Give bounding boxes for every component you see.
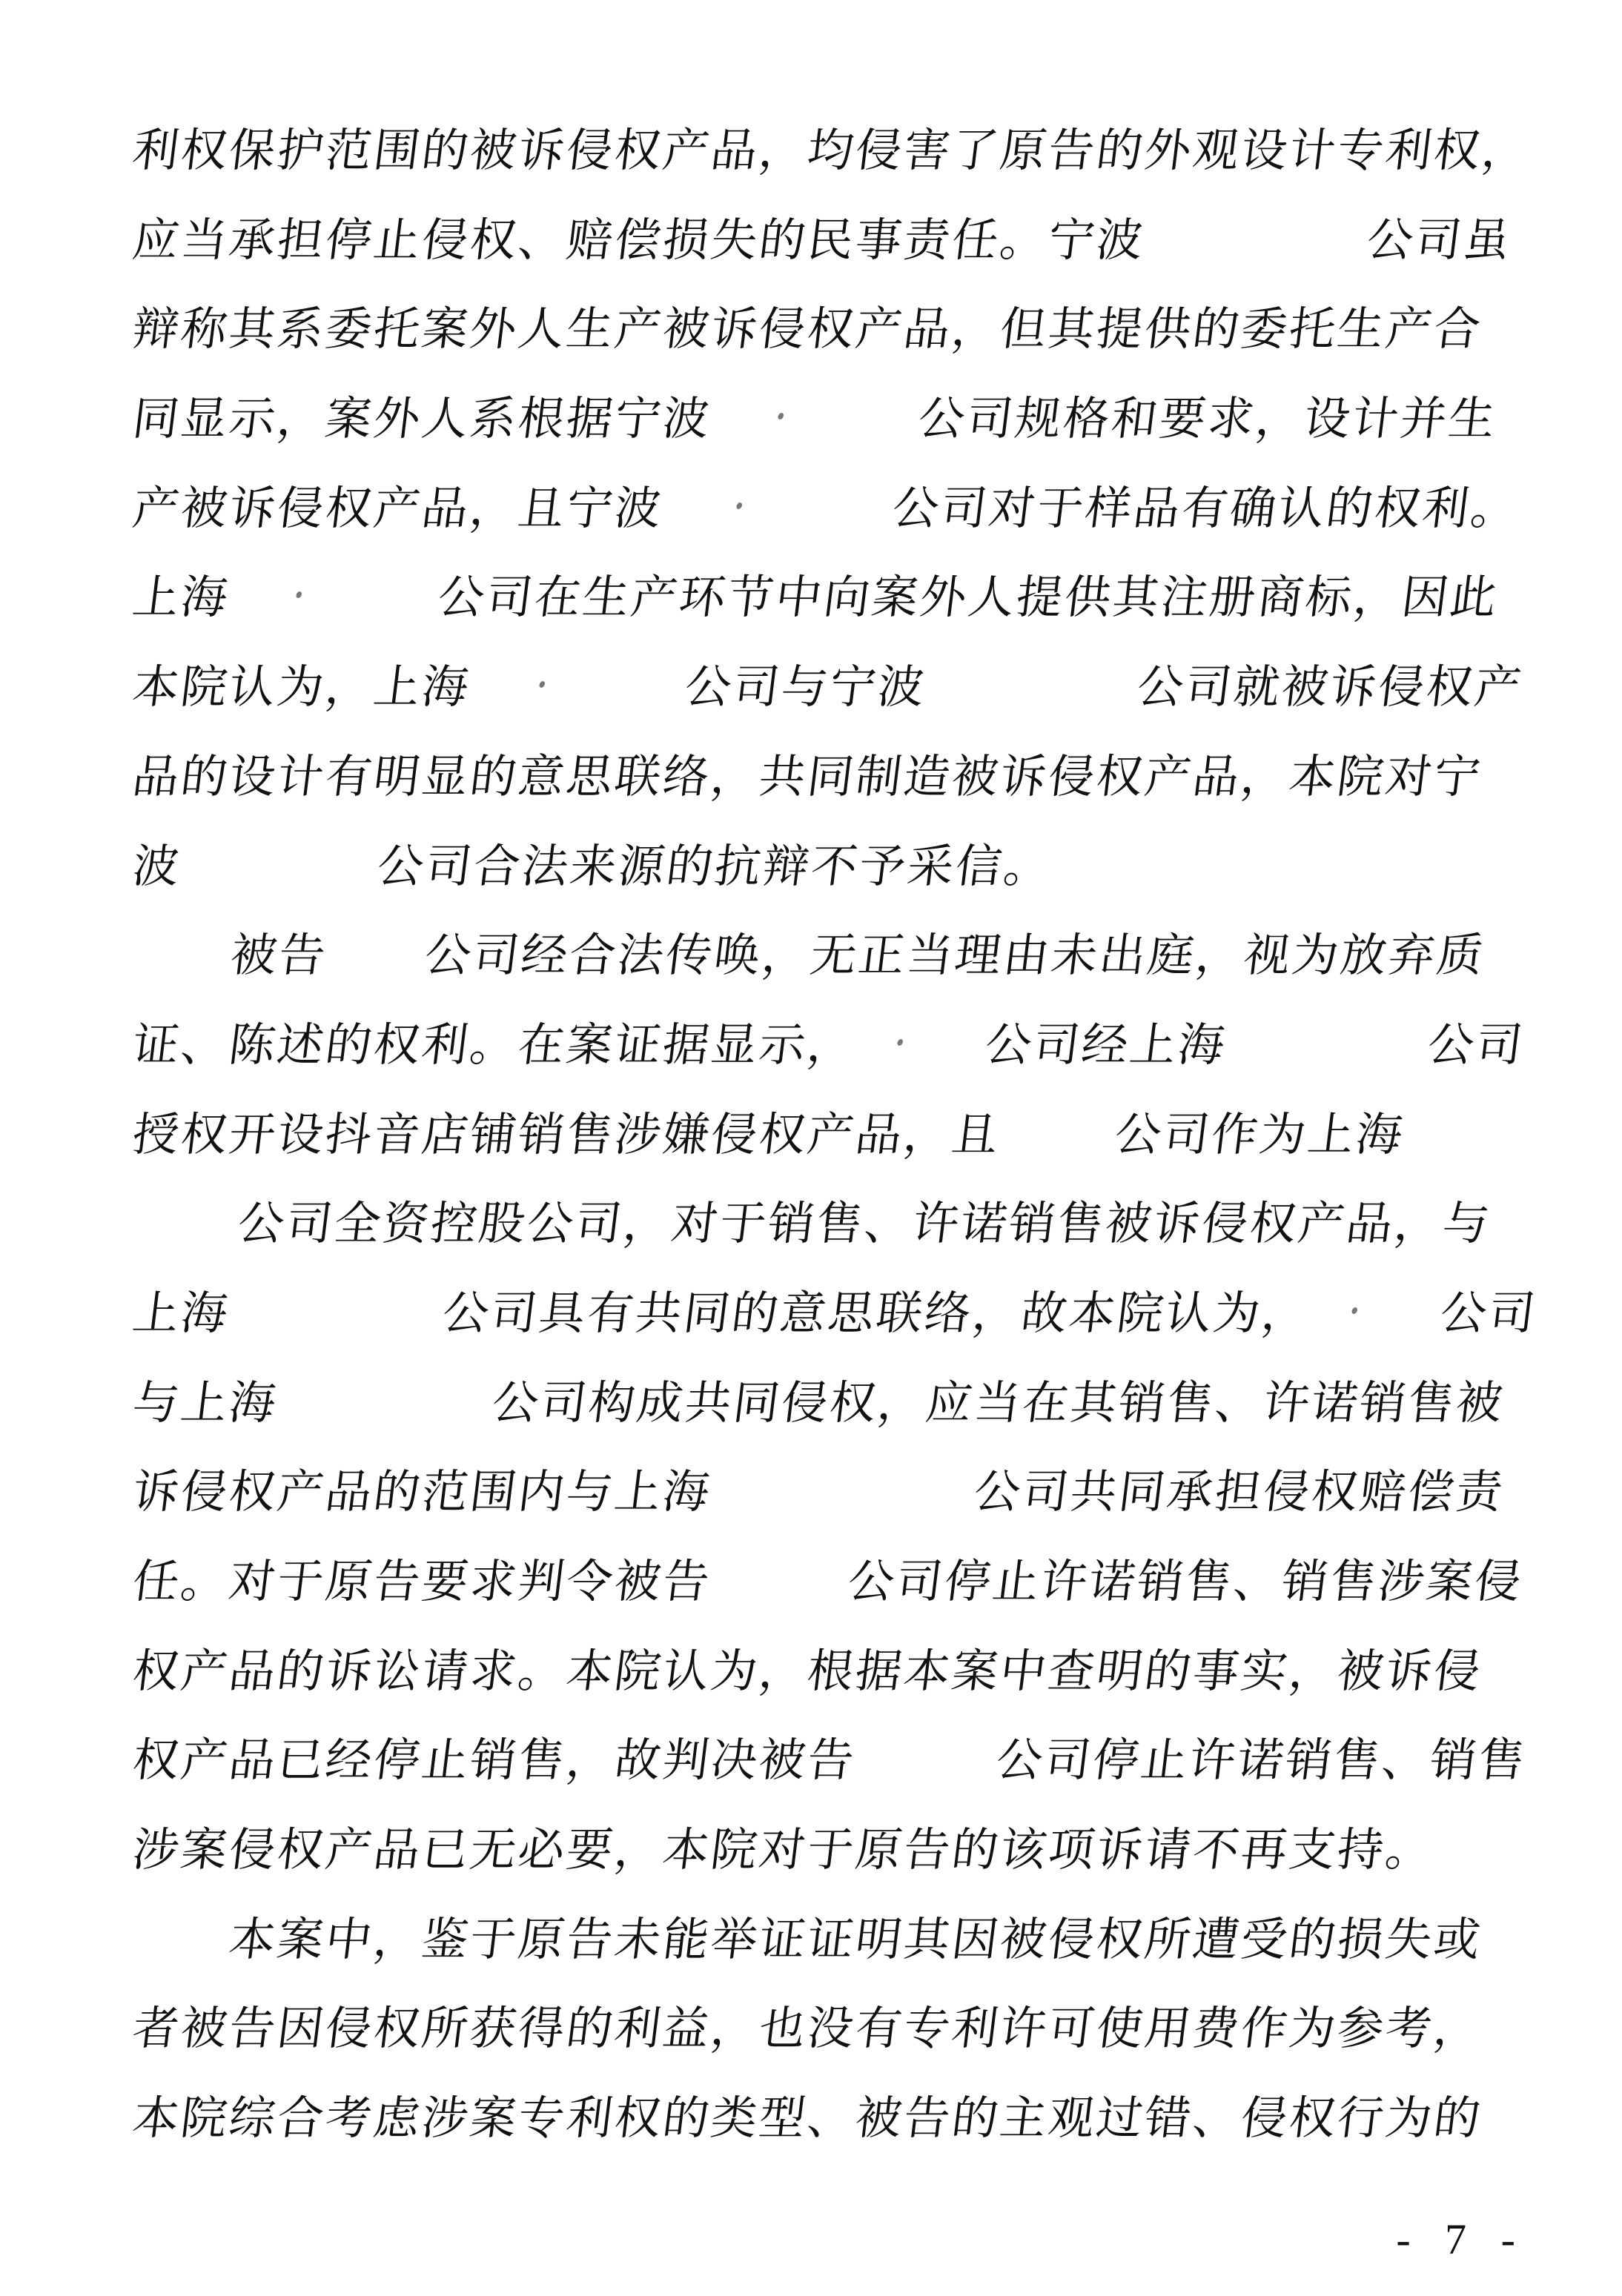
line-text: 公司全资控股公司，对于销售、许诺销售被诉侵权产品，与 — [235, 1199, 1494, 1250]
redaction-gap — [709, 1465, 978, 1511]
redaction-gap — [179, 839, 381, 885]
redaction-gap — [130, 929, 234, 975]
line-text: 与上海 — [130, 1378, 281, 1429]
text-line — [0, 1354, 1622, 1444]
line-text: 公司 — [1437, 1288, 1540, 1339]
line-text: 诉侵权产品的范围内与上海 — [130, 1467, 715, 1519]
text-line — [0, 102, 1622, 191]
redaction-gap — [130, 1197, 242, 1243]
line-text: 被告 — [228, 931, 331, 982]
text-line — [0, 2069, 1622, 2159]
redaction-gap — [998, 1107, 1119, 1153]
redaction-gap — [853, 1733, 1000, 1779]
line-text: 公司具有共同的意思联络，故本院认为， — [440, 1288, 1314, 1339]
text-line — [0, 459, 1622, 549]
line-text: 公司合法来源的抗辩不予采信。 — [374, 841, 1056, 892]
text-line — [0, 996, 1622, 1086]
line-text: 同显示，案外人系根据宁波 — [130, 394, 715, 445]
line-text: 公司经上海 — [982, 1020, 1230, 1071]
line-text: 本院综合考虑涉案专利权的类型、被告的主观过错、侵权行为的 — [130, 2093, 1486, 2144]
line-text: 产被诉侵权产品，且宁波 — [130, 483, 666, 534]
line-text: 权产品的诉讼请求。本院认为，根据本案中查明的事实，被诉侵 — [130, 1646, 1486, 1697]
line-text: 本院认为，上海 — [130, 662, 474, 713]
line-text: 公司就被诉侵权产 — [1134, 662, 1526, 713]
redaction-gap — [325, 929, 428, 975]
line-text: 公司虽 — [1364, 215, 1515, 266]
text-line — [0, 280, 1622, 370]
redaction-gap — [1224, 1018, 1431, 1064]
text-line — [0, 1980, 1622, 2069]
text-line — [0, 1801, 1622, 1891]
text-line — [0, 370, 1622, 459]
text-line — [0, 728, 1622, 817]
redaction-gap — [227, 1286, 446, 1332]
line-text: 公司规格和要求，设计并生 — [916, 394, 1500, 445]
text-line — [0, 1264, 1622, 1354]
text-line — [0, 1175, 1622, 1264]
text-line — [0, 1086, 1622, 1175]
text-line — [0, 1622, 1622, 1712]
redaction-gap — [1142, 213, 1371, 259]
text-line — [0, 1533, 1622, 1622]
line-text: 上海 — [130, 573, 233, 624]
redaction-gap — [130, 1912, 233, 1958]
redaction-gap — [661, 481, 896, 527]
redaction-gap — [275, 1376, 496, 1421]
line-text: 公司停止许诺销售、销售涉案侵 — [845, 1556, 1526, 1607]
line-text: 公司共同承担侵权赔偿责 — [971, 1467, 1508, 1519]
redaction-gap — [709, 391, 922, 437]
line-text: 公司在生产环节中向案外人提供其注册商标，因此 — [435, 573, 1502, 624]
line-text: 证、陈述的权利。在案证据显示， — [130, 1020, 859, 1071]
line-text: 公司停止许诺销售、销售 — [993, 1736, 1530, 1787]
text-line — [0, 1443, 1622, 1533]
text-line — [0, 548, 1622, 638]
line-text: 利权保护范围的被诉侵权产品，均侵害了原告的外观设计专利权， — [130, 125, 1534, 176]
line-text: 公司构成共同侵权，应当在其销售、许诺销售被 — [489, 1378, 1508, 1429]
text-line — [0, 191, 1622, 281]
page-number: - 7 - — [1396, 2215, 1527, 2263]
line-text: 公司对于样品有确认的权利。 — [890, 483, 1523, 534]
line-text: 上海 — [130, 1288, 233, 1339]
text-line — [0, 638, 1622, 728]
line-text: 涉案侵权产品已无必要，本院对于原告的该项诉请不再支持。 — [130, 1825, 1437, 1876]
line-text: 辩称其系委托案外人生产被诉侵权产品，但其提供的委托生产合 — [130, 305, 1486, 356]
text-line — [0, 1711, 1622, 1801]
text-line — [0, 906, 1622, 996]
line-text: 者被告因侵权所获得的利益，也没有专利许可使用费作为参考， — [130, 2004, 1486, 2055]
line-text: 权产品已经停止销售，故判决被告 — [130, 1736, 859, 1787]
line-text: 公司作为上海 — [1112, 1109, 1408, 1161]
redaction-gap — [709, 1554, 852, 1600]
line-text: 公司 — [1425, 1020, 1528, 1071]
line-text: 本案中，鉴于原告未能举证证明其因被侵权所遭受的损失或 — [226, 1914, 1486, 1965]
line-text: 波 — [130, 841, 185, 892]
line-text: 公司与宁波 — [682, 662, 930, 713]
judgment-text-block — [0, 102, 1622, 2159]
line-text: 任。对于原告要求判令被告 — [130, 1556, 715, 1607]
redaction-gap — [924, 660, 1141, 706]
redaction-gap — [227, 571, 442, 617]
line-text: 公司经合法传唤，无正当理由未出庭，视为放弃质 — [422, 931, 1489, 982]
text-line — [0, 1891, 1622, 1980]
redaction-gap — [1308, 1286, 1444, 1332]
redaction-gap — [468, 660, 689, 706]
redaction-gap — [853, 1018, 989, 1064]
text-line — [0, 817, 1622, 907]
line-text: 应当承担停止侵权、赔偿损失的民事责任。宁波 — [130, 215, 1148, 266]
line-text: 授权开设抖音店铺销售涉嫌侵权产品，且 — [130, 1109, 1004, 1161]
line-text: 品的设计有明显的意思联络，共同制造被诉侵权产品，本院对宁 — [130, 751, 1486, 803]
